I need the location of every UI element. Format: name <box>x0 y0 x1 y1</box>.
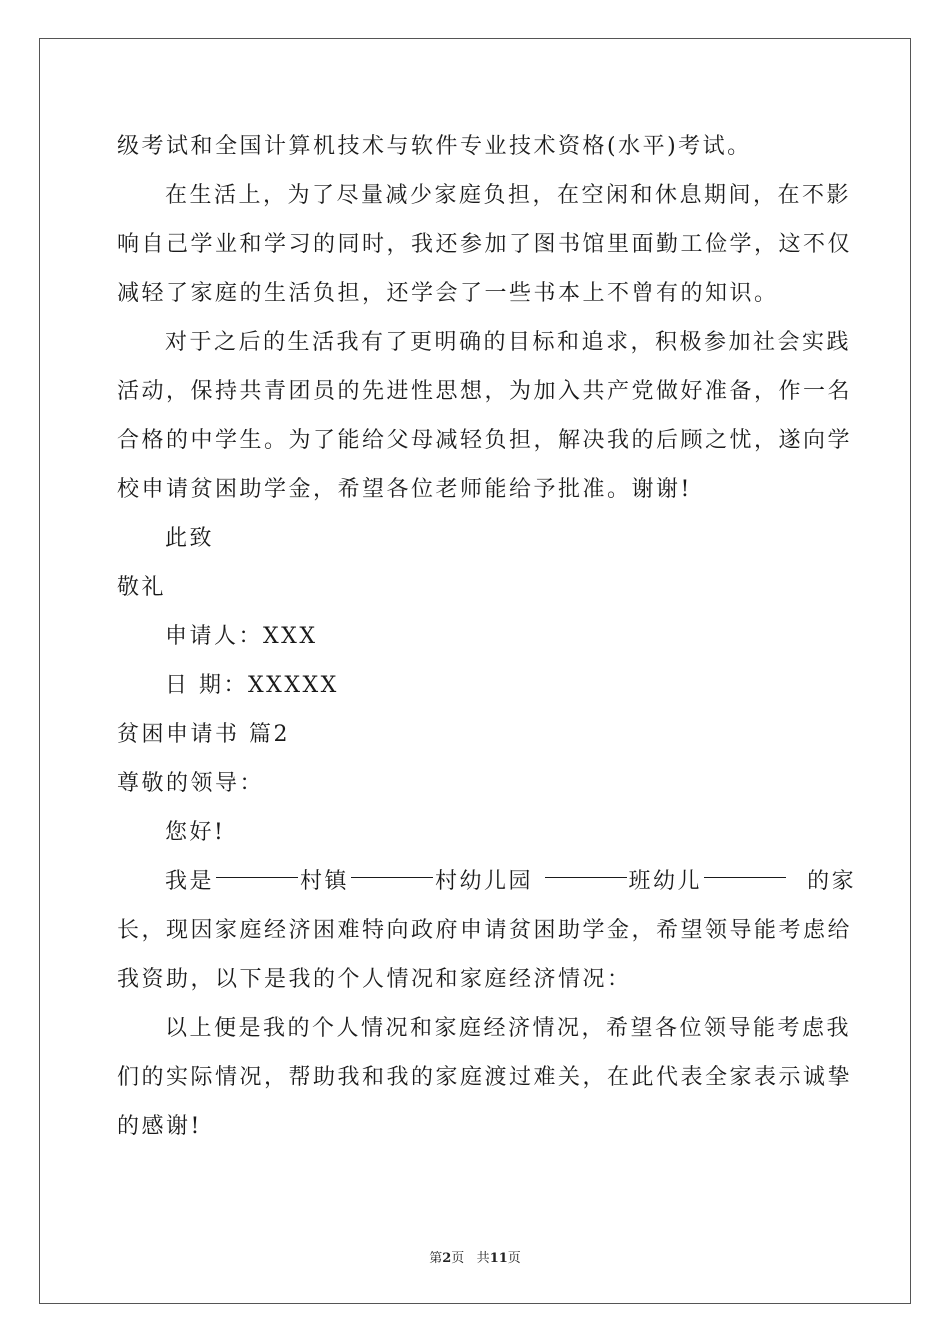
applicant-line: 申请人：XXX <box>165 624 318 649</box>
fill-in-text: 我是 <box>165 869 215 894</box>
total-suffix: 页 <box>507 1251 521 1266</box>
text-line: 减轻了家庭的生活负担，还学会了一些书本上不曾有的知识。 <box>117 281 779 306</box>
total-prefix: 共 <box>476 1251 490 1266</box>
page-current: 2 <box>442 1251 452 1266</box>
fill-in-line <box>117 857 857 906</box>
document-body <box>117 122 857 1151</box>
fill-in-text: 的家 <box>807 869 857 894</box>
page-footer <box>0 1247 950 1266</box>
greeting: 您好! <box>165 820 226 845</box>
text-line: 响自己学业和学习的同时，我还参加了图书馆里面勤工俭学，这不仅 <box>117 232 853 257</box>
page-suffix: 页 <box>451 1251 465 1266</box>
page-total: 11 <box>489 1251 508 1266</box>
text-line: 长，现因家庭经济困难特向政府申请贫困助学金，希望领导能考虑给 <box>117 918 853 943</box>
text-line: 校申请贫困助学金，希望各位老师能给予批准。谢谢! <box>117 477 692 502</box>
page-prefix: 第 <box>429 1251 443 1266</box>
text-line: 们的实际情况，帮助我和我的家庭渡过难关，在此代表全家表示诚挚 <box>117 1065 853 1090</box>
fill-in-text: 班幼儿 <box>628 869 703 894</box>
closing-salutation: 此致 <box>165 526 215 551</box>
closing-respect: 敬礼 <box>117 575 167 600</box>
fill-in-text: 村镇 <box>300 869 350 894</box>
text-line: 的感谢! <box>117 1114 202 1139</box>
greeting-recipient: 尊敬的领导： <box>117 771 265 796</box>
text-line: 活动，保持共青团员的先进性思想，为加入共产党做好准备，作一名 <box>117 379 853 404</box>
fill-in-text: 村幼儿园 <box>435 869 534 894</box>
text-line: 我资助，以下是我的个人情况和家庭经济情况： <box>117 967 632 992</box>
text-line: 合格的中学生。为了能给父母减轻负担，解决我的后顾之忧，遂向学 <box>117 428 853 453</box>
blank-field <box>351 876 433 878</box>
text-line: 级考试和全国计算机技术与软件专业技术资格(水平)考试。 <box>117 134 752 159</box>
blank-field <box>216 876 298 878</box>
section-title: 贫困申请书 篇2 <box>117 722 290 747</box>
text-line: 在生活上，为了尽量减少家庭负担，在空闲和休息期间，在不影 <box>165 183 852 208</box>
text-line: 以上便是我的个人情况和家庭经济情况，希望各位领导能考虑我 <box>165 1016 852 1041</box>
blank-field <box>545 876 627 878</box>
blank-field <box>704 876 786 878</box>
date-line: 日 期：XXXXX <box>165 673 339 698</box>
text-line: 对于之后的生活我有了更明确的目标和追求，积极参加社会实践 <box>165 330 852 355</box>
